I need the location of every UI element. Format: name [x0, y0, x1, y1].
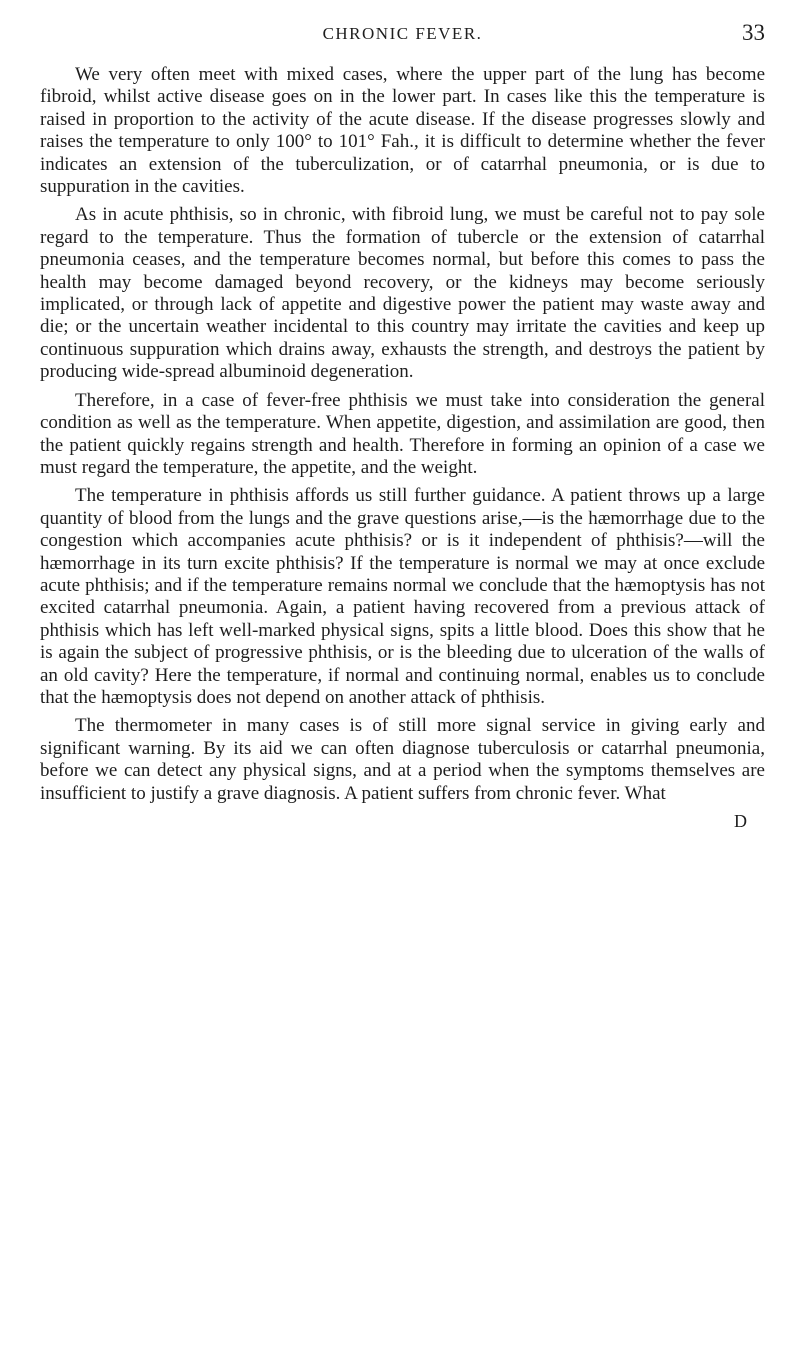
paragraph-mixed-cases: We very often meet with mixed cases, where the upper part of the lung has become fibroid, whilst active disease goes on in the lower part. In cases like this the temperature is raised in proportion to the activity of the acute disease. If the disease progresses slowly and raises the temperature to only 100° to 101° Fah., it is difficult to determine whether the fever indicates an extension of the tuberculization, or of catarrhal pneumonia, or is due to suppuration in the cavities. — [40, 64, 765, 198]
page-header — [40, 20, 765, 64]
paragraph-haemoptysis: The temperature in phthisis affords us still further guidance. A patient throws up a large quantity of blood from the lungs and the grave questions arise,—is the hæmorrhage due to the congestion which accompanies acute phthisis? or is it independent of phthisis?—will the hæmorrhage in its turn excite phthisis? If the temperature is normal we may at once exclude acute phthisis; and if the temperature remains normal we conclude that the hæmoptysis has not excited catarrhal pneumonia. Again, a patient having recovered from a previous attack of phthisis which has left well-marked physical signs, spits a little blood. Does this show that he is again the subject of progressive phthisis, or is the bleeding due to ulceration of the walls of an old cavity? Here the temperature, if normal and continuing normal, enables us to conclude that the hæmoptysis does not depend on another attack of phthisis. — [40, 485, 765, 708]
running-head: CHRONIC FEVER. — [322, 24, 483, 43]
page-number: 33 — [742, 20, 765, 45]
paragraph-thermometer: The thermometer in many cases is of still more signal service in giving early and significant warning. By its aid we can often diagnose tuberculosis or catarrhal pneumonia, before we can detect any physical signs, and at a period when the symptoms themselves are insufficient to justify a grave diagnosis. A patient suffers from chronic fever. What — [40, 715, 765, 804]
signature-mark: D — [734, 811, 747, 831]
book-page — [40, 20, 765, 832]
paragraph-fever-free-phthisis: Therefore, in a case of fever-free phthisis we must take into consideration the general condition as well as the temperature. When appetite, digestion, and assimilation are good, then the patient quickly regains strength and health. Therefore in forming an opinion of a case we must regard the temperature, the appetite, and the weight. — [40, 389, 765, 478]
body-text — [40, 64, 765, 805]
paragraph-chronic-phthisis: As in acute phthisis, so in chronic, with fibroid lung, we must be careful not to pay sole regard to the temperature. Thus the formation of tubercle or the extension of catarrhal pneumonia ceases, and the temperature becomes normal, but before this comes to pass the health may become damaged beyond recovery, or the kidneys may become seriously implicated, or through lack of appetite and digestive power the patient may waste away and die; or the uncertain weather incidental to this country may irritate the cavities and keep up continuous suppuration which drains away, exhausts the strength, and destroys the patient by producing wide-spread albuminoid degeneration. — [40, 204, 765, 383]
